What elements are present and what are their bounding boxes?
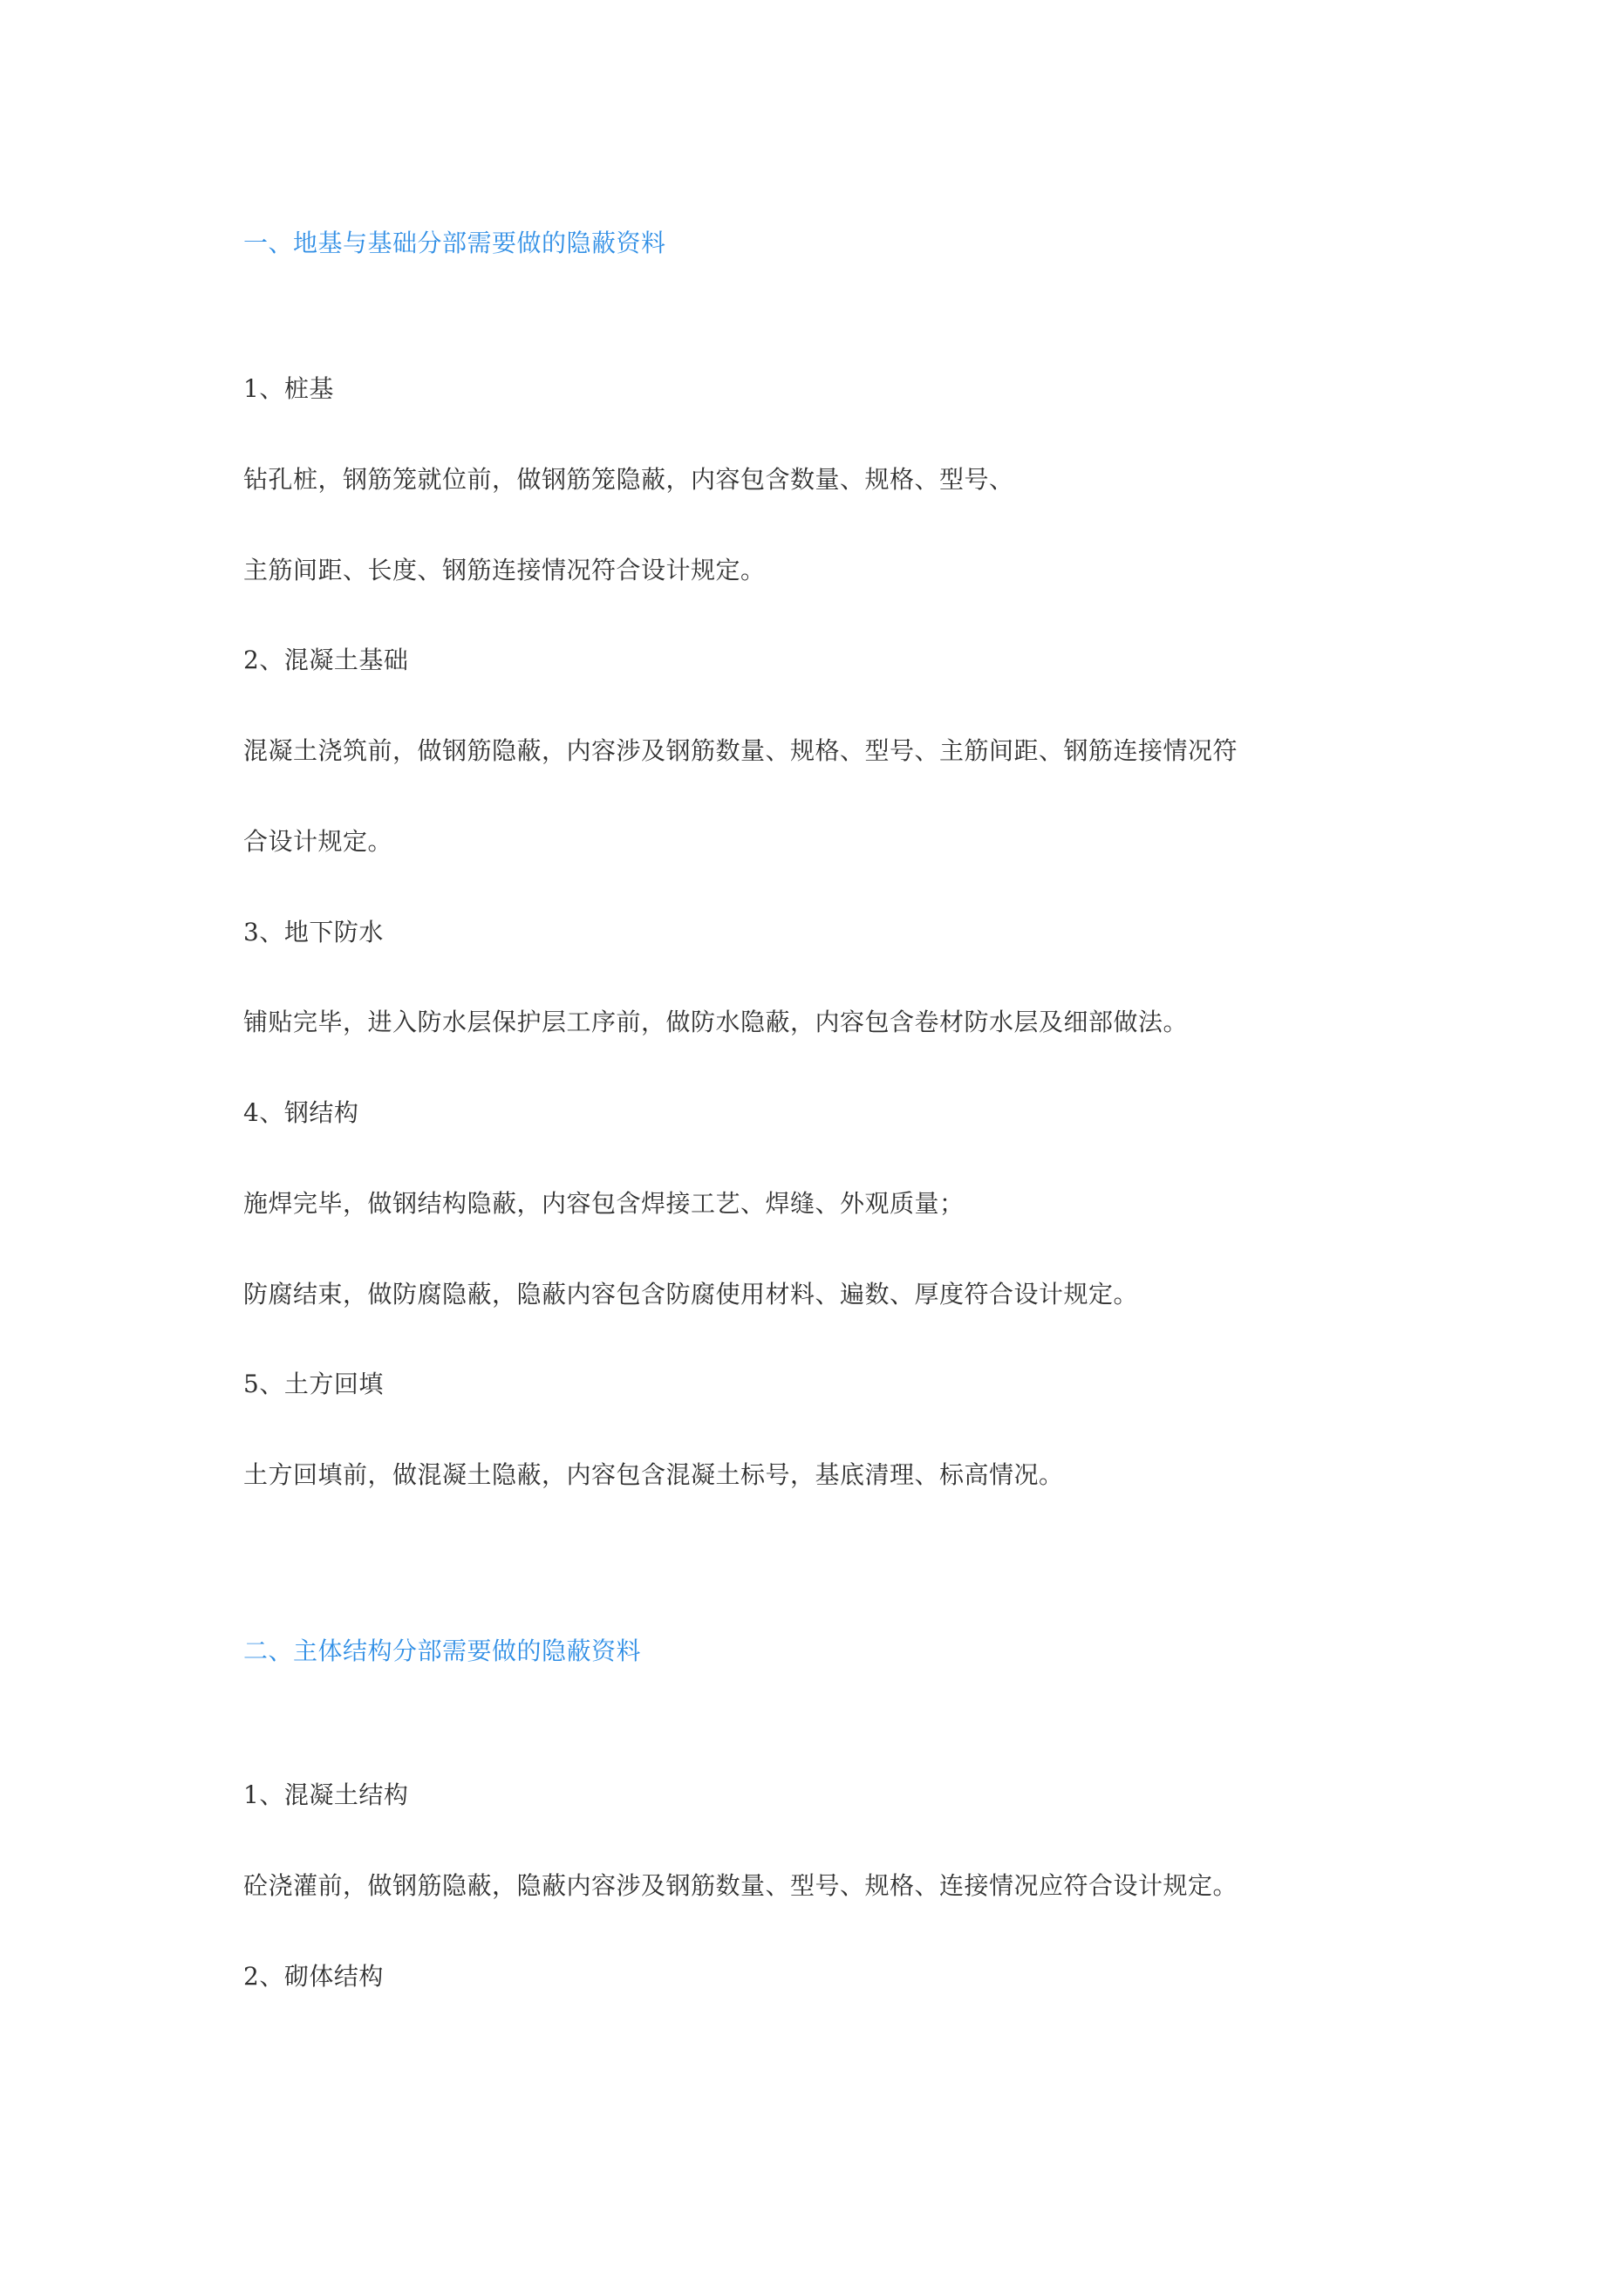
item-4-title: 4、钢结构 (243, 1098, 359, 1127)
item-2-title: 2、混凝土基础 (243, 646, 409, 674)
item-5-title: 5、土方回填 (243, 1370, 384, 1398)
section-1-heading: 一、地基与基础分部需要做的隐蔽资料 (243, 229, 666, 257)
item-4-text-line-1: 施焊完毕，做钢结构隐蔽，内容包含焊接工艺、焊缝、外观质量； (243, 1189, 965, 1218)
item-4-text-line-2: 防腐结束，做防腐隐蔽，隐蔽内容包含防腐使用材料、遍数、厚度符合设计规定。 (243, 1280, 1139, 1309)
item-1-title: 1、桩基 (243, 374, 334, 403)
item-3-text: 铺贴完毕，进入防水层保护层工序前，做防水隐蔽，内容包含卷材防水层及细部做法。 (243, 1008, 1189, 1036)
section-2-heading: 二、主体结构分部需要做的隐蔽资料 (243, 1637, 642, 1665)
item-5-text: 土方回填前，做混凝土隐蔽，内容包含混凝土标号，基底清理、标高情况。 (243, 1460, 1064, 1489)
item-1-text-line-2: 主筋间距、长度、钢筋连接情况符合设计规定。 (243, 556, 766, 584)
item-2-text-line-1: 混凝土浇筑前，做钢筋隐蔽，内容涉及钢筋数量、规格、型号、主筋间距、钢筋连接情况符 (243, 736, 1238, 765)
item-2-1-title: 1、混凝土结构 (243, 1780, 409, 1809)
item-2-1-text: 砼浇灌前，做钢筋隐蔽，隐蔽内容涉及钢筋数量、型号、规格、连接情况应符合设计规定。 (243, 1871, 1238, 1900)
item-2-2-title: 2、砌体结构 (243, 1962, 384, 1991)
item-2-text-line-2: 合设计规定。 (243, 827, 393, 856)
item-3-title: 3、地下防水 (243, 918, 384, 946)
item-1-text-line-1: 钻孔桩，钢筋笼就位前，做钢筋笼隐蔽，内容包含数量、规格、型号、 (243, 465, 1014, 494)
